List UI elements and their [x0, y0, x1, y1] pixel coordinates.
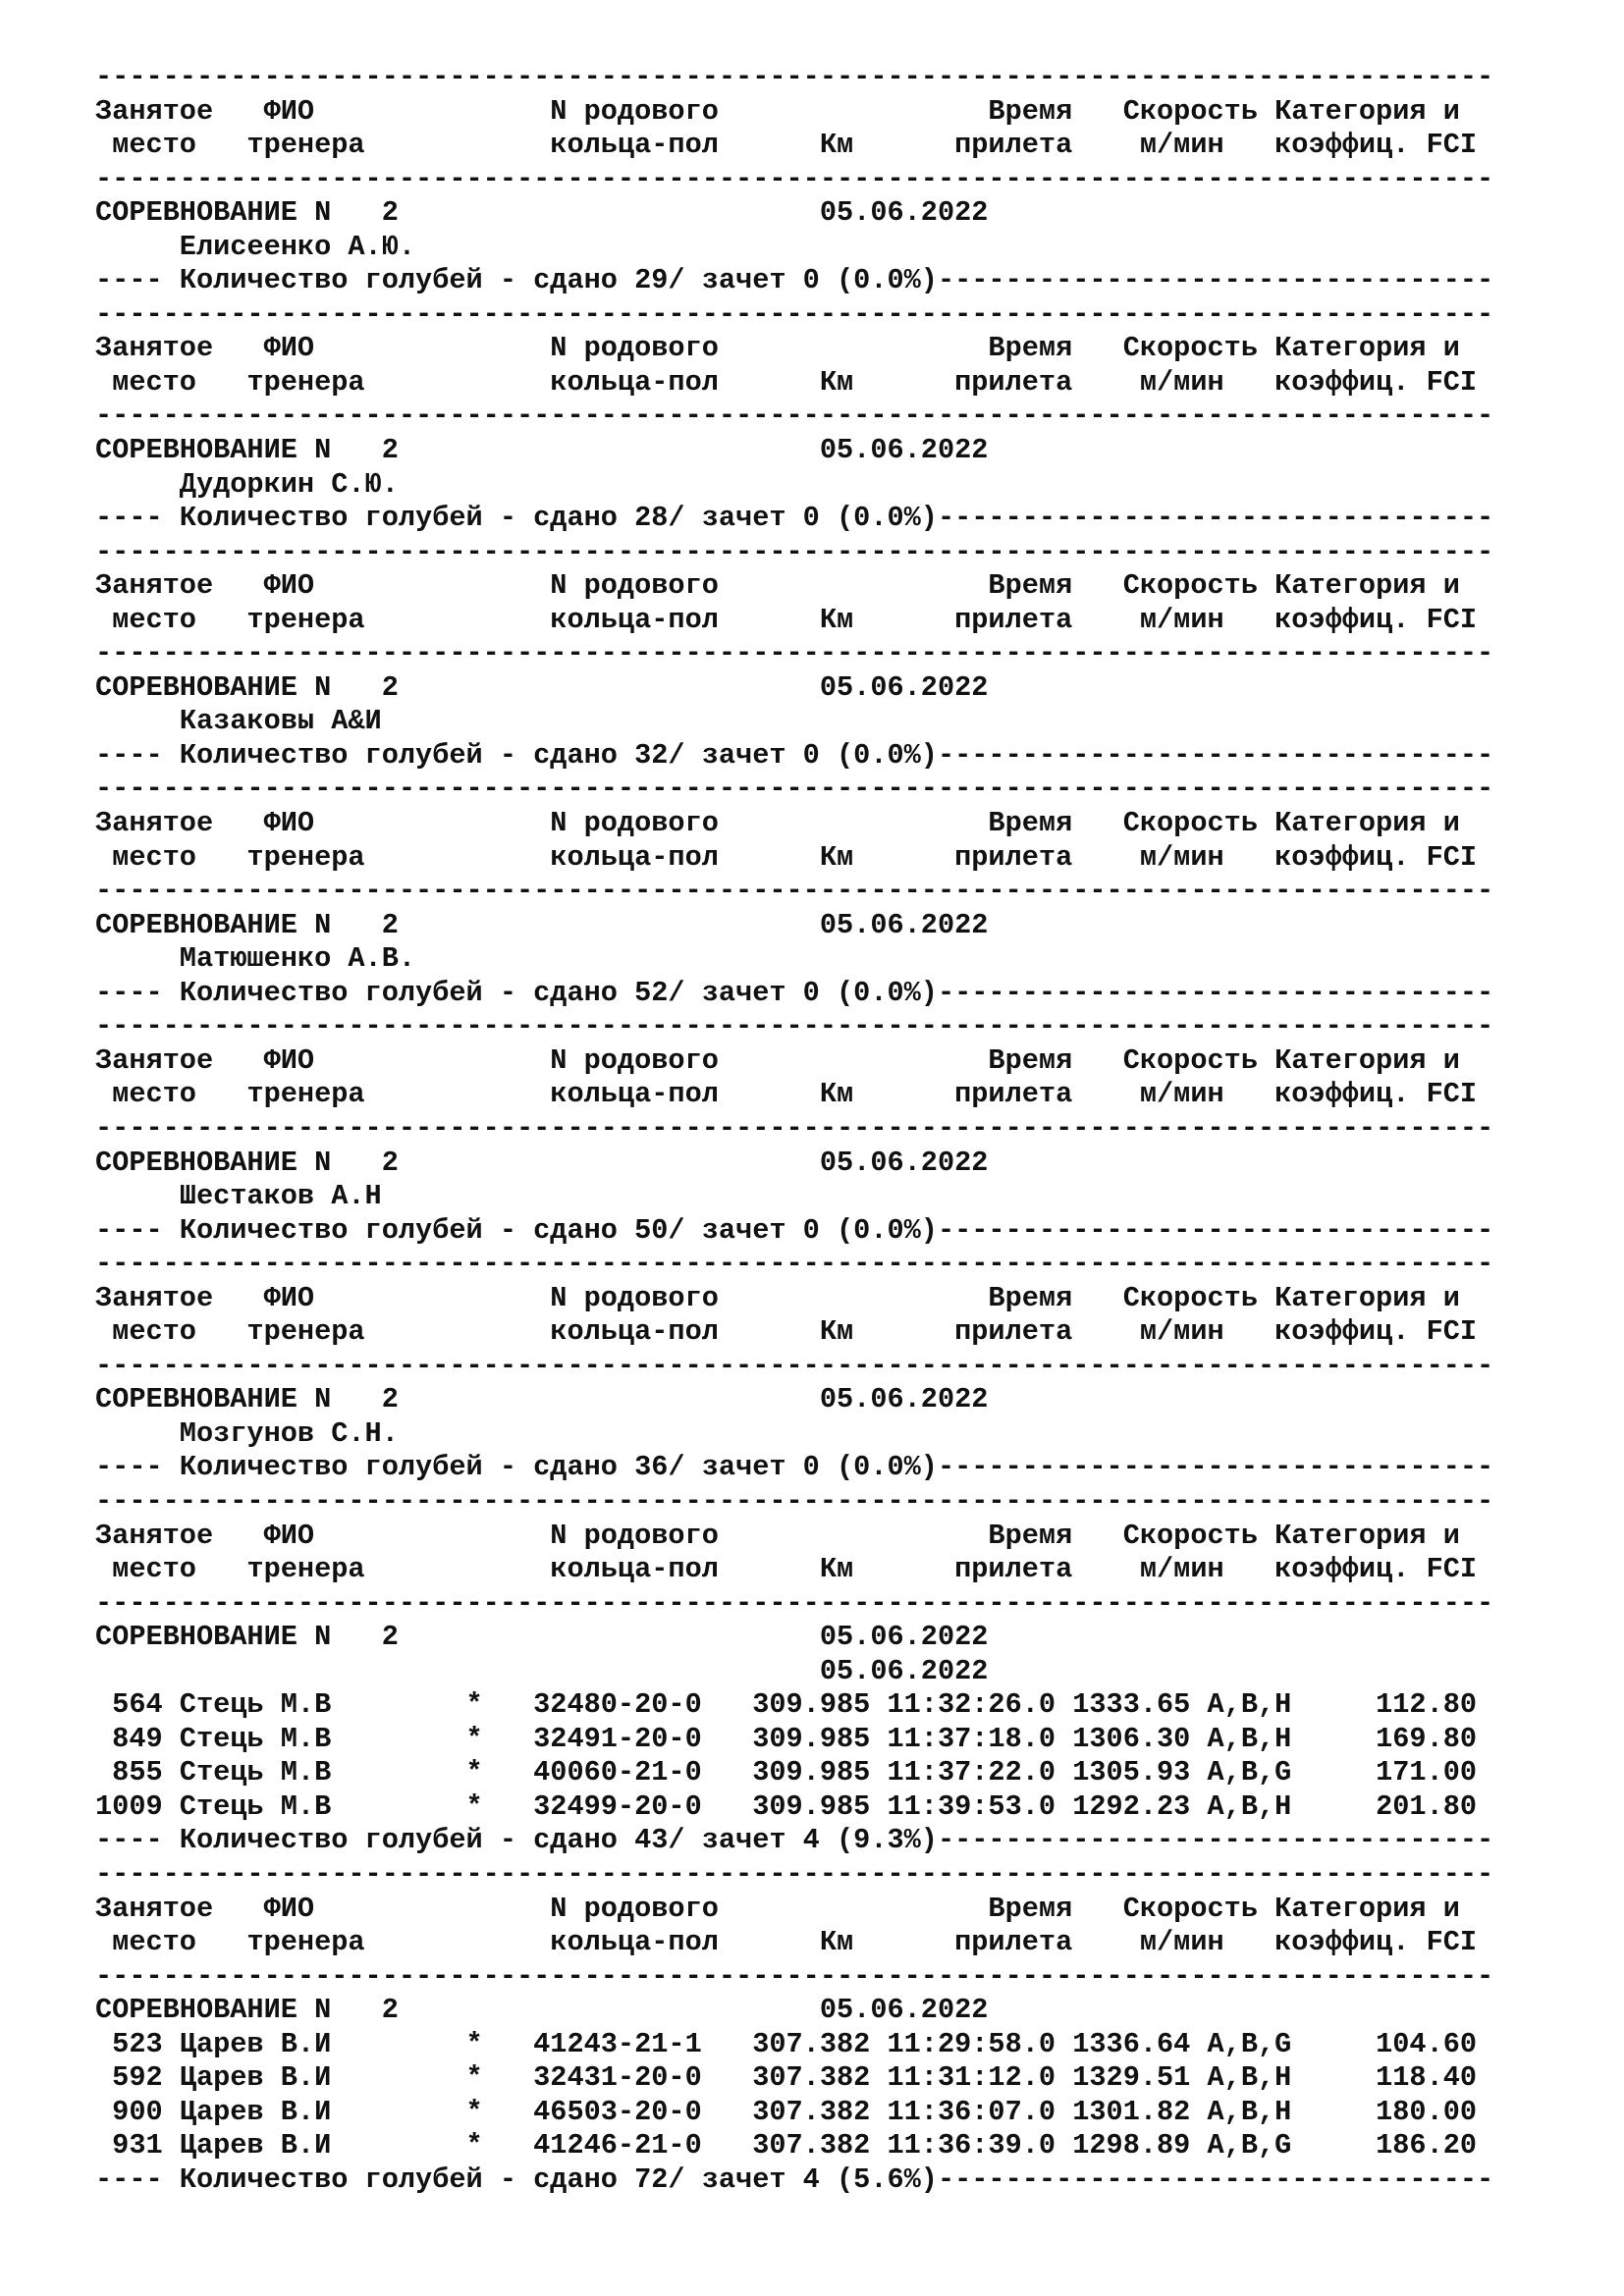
trainer-name-line: Казаковы А&И: [95, 705, 382, 738]
separator-line: -----------------------------------------------------------------------------------: [95, 1586, 1494, 1620]
trainer-name-line: Елисеенко А.Ю.: [95, 230, 416, 263]
summary-line: ---- Количество голубей - сдано 29/ зачет 0 (0.0%)---------------------------------: [95, 264, 1494, 297]
separator-line: -----------------------------------------------------------------------------------: [95, 535, 1494, 568]
column-header-line-1: Занятое ФИО N родового Время Скорость Категория и: [95, 807, 1460, 840]
separator-line: -----------------------------------------------------------------------------------: [95, 1111, 1494, 1145]
competition-line: СОРЕВНОВАНИЕ N 2 05.06.2022: [95, 670, 989, 704]
result-row: 564 Стець М.В * 32480-20-0 309.985 11:32:26.0 1333.65 A,B,H 112.80: [95, 1688, 1478, 1722]
column-header-line-1: Занятое ФИО N родового Время Скорость Категория и: [95, 1519, 1460, 1552]
competition-line: СОРЕВНОВАНИЕ N 2 05.06.2022: [95, 908, 989, 941]
result-row: 1009 Стець М.В * 32499-20-0 309.985 11:39:53.0 1292.23 A,B,H 201.80: [95, 1789, 1478, 1823]
column-header-line-2: место тренера кольца-пол Км прилета м/мин коэффиц. FCI: [95, 129, 1478, 162]
competition-line: СОРЕВНОВАНИЕ N 2 05.06.2022: [95, 1146, 989, 1179]
result-row: 592 Царев В.И * 32431-20-0 307.382 11:31:12.0 1329.51 A,B,H 118.40: [95, 2061, 1478, 2095]
column-header-line-1: Занятое ФИО N родового Время Скорость Категория и: [95, 332, 1460, 365]
result-row: 900 Царев В.И * 46503-20-0 307.382 11:36:07.0 1301.82 A,B,H 180.00: [95, 2095, 1478, 2128]
date-line: 05.06.2022: [95, 1654, 989, 1687]
summary-line: ---- Количество голубей - сдано 50/ зачет 0 (0.0%)---------------------------------: [95, 1213, 1494, 1247]
summary-line: ---- Количество голубей - сдано 52/ зачет 0 (0.0%)---------------------------------: [95, 976, 1494, 1009]
summary-line: ---- Количество голубей - сдано 72/ зачет 4 (5.6%)---------------------------------: [95, 2163, 1494, 2196]
result-row: 855 Стець М.В * 40060-21-0 309.985 11:37:22.0 1305.93 A,B,G 171.00: [95, 1756, 1478, 1789]
summary-line: ---- Количество голубей - сдано 43/ зачет 4 (9.3%)---------------------------------: [95, 1824, 1494, 1857]
summary-line: ---- Количество голубей - сдано 28/ зачет 0 (0.0%)---------------------------------: [95, 502, 1494, 535]
competition-line: СОРЕВНОВАНИЕ N 2 05.06.2022: [95, 1383, 989, 1416]
result-row: 849 Стець М.В * 32491-20-0 309.985 11:37:18.0 1306.30 A,B,H 169.80: [95, 1722, 1478, 1755]
separator-line: -----------------------------------------------------------------------------------: [95, 297, 1494, 331]
trainer-name-line: Мозгунов С.Н.: [95, 1416, 399, 1450]
separator-line: -----------------------------------------------------------------------------------: [95, 1010, 1494, 1043]
result-row: 931 Царев В.И * 41246-21-0 307.382 11:36:39.0 1298.89 A,B,G 186.20: [95, 2129, 1478, 2163]
column-header-line-2: место тренера кольца-пол Км прилета м/мин коэффиц. FCI: [95, 840, 1478, 874]
separator-line: -----------------------------------------------------------------------------------: [95, 61, 1494, 93]
separator-line: -----------------------------------------------------------------------------------: [95, 773, 1494, 806]
column-header-line-2: место тренера кольца-пол Км прилета м/мин коэффиц. FCI: [95, 365, 1478, 399]
column-header-line-1: Занятое ФИО N родового Время Скорость Категория и: [95, 1043, 1460, 1077]
trainer-name-line: Дудоркин С.Ю.: [95, 467, 399, 501]
column-header-line-1: Занятое ФИО N родового Время Скорость Категория и: [95, 94, 1460, 128]
column-header-line-2: место тренера кольца-пол Км прилета м/мин коэффиц. FCI: [95, 1553, 1478, 1586]
separator-line: -----------------------------------------------------------------------------------: [95, 1857, 1494, 1891]
column-header-line-1: Занятое ФИО N родового Время Скорость Категория и: [95, 1892, 1460, 1925]
separator-line: -----------------------------------------------------------------------------------: [95, 875, 1494, 908]
separator-line: -----------------------------------------------------------------------------------: [95, 1248, 1494, 1281]
separator-line: -----------------------------------------------------------------------------------: [95, 162, 1494, 195]
separator-line: -----------------------------------------------------------------------------------: [95, 1959, 1494, 1993]
separator-line: -----------------------------------------------------------------------------------: [95, 400, 1494, 433]
column-header-line-1: Занятое ФИО N родового Время Скорость Категория и: [95, 569, 1460, 603]
competition-line: СОРЕВНОВАНИЕ N 2 05.06.2022: [95, 434, 989, 467]
results-printout: [95, 61, 1588, 2197]
trainer-name-line: Матюшенко А.В.: [95, 942, 416, 976]
column-header-line-2: место тренера кольца-пол Км прилета м/мин коэффиц. FCI: [95, 1315, 1478, 1349]
separator-line: -----------------------------------------------------------------------------------: [95, 637, 1494, 670]
competition-line: СОРЕВНОВАНИЕ N 2 05.06.2022: [95, 1621, 989, 1654]
separator-line: -----------------------------------------------------------------------------------: [95, 1349, 1494, 1382]
summary-line: ---- Количество голубей - сдано 36/ зачет 0 (0.0%)---------------------------------: [95, 1451, 1494, 1484]
competition-line: СОРЕВНОВАНИЕ N 2 05.06.2022: [95, 1994, 989, 2027]
column-header-line-1: Занятое ФИО N родового Время Скорость Категория и: [95, 1281, 1460, 1314]
column-header-line-2: место тренера кольца-пол Км прилета м/мин коэффиц. FCI: [95, 1078, 1478, 1111]
result-row: 523 Царев В.И * 41243-21-1 307.382 11:29:58.0 1336.64 A,B,G 104.60: [95, 2027, 1478, 2060]
column-header-line-2: место тренера кольца-пол Км прилета м/мин коэффиц. FCI: [95, 1926, 1478, 1959]
trainer-name-line: Шестаков А.Н: [95, 1180, 382, 1213]
competition-line: СОРЕВНОВАНИЕ N 2 05.06.2022: [95, 196, 989, 230]
summary-line: ---- Количество голубей - сдано 32/ зачет 0 (0.0%)---------------------------------: [95, 738, 1494, 772]
column-header-line-2: место тренера кольца-пол Км прилета м/мин коэффиц. FCI: [95, 603, 1478, 636]
separator-line: -----------------------------------------------------------------------------------: [95, 1484, 1494, 1518]
